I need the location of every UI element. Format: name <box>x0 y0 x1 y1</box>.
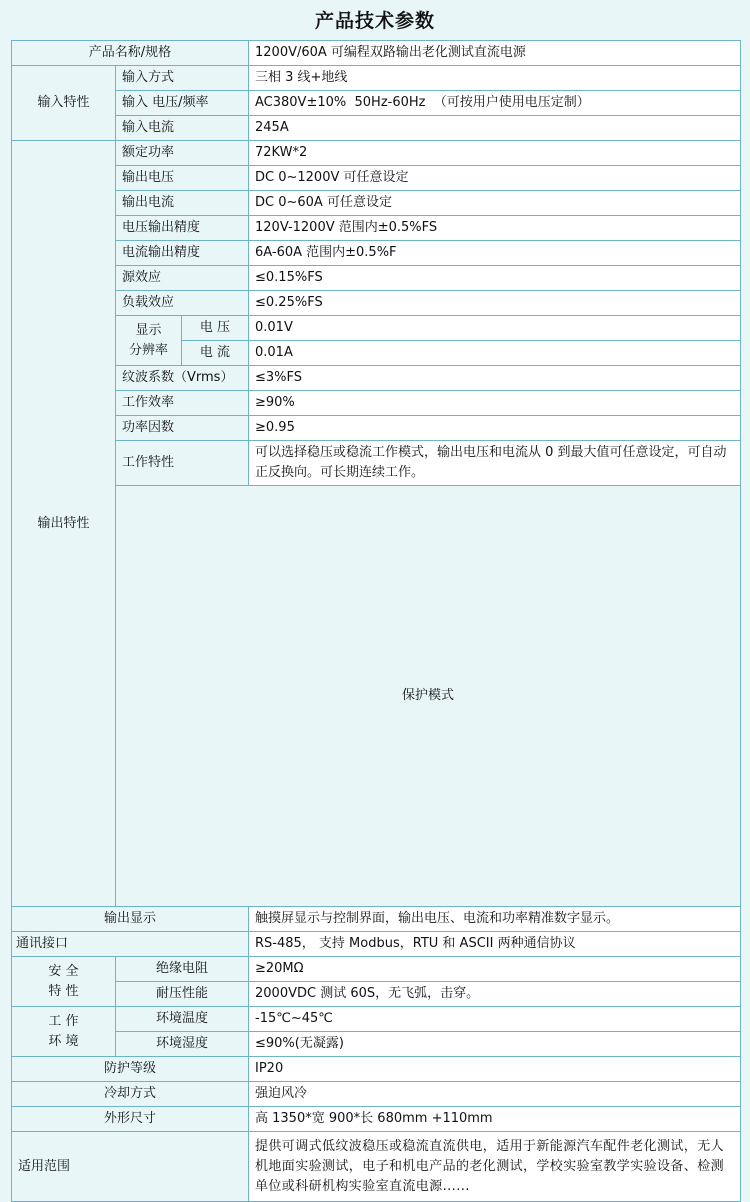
table-row <box>12 932 741 957</box>
input-voltage-label: 输入 电压/频率 <box>116 91 249 116</box>
output-current-value: DC 0~60A 可任意设定 <box>249 191 741 216</box>
table-row <box>12 241 741 266</box>
table-row <box>12 66 741 91</box>
protection-label: 保护模式 <box>116 486 741 907</box>
application-label: 适用范围 <box>12 1132 249 1202</box>
ripple-label: 纹波系数（Vrms） <box>116 366 249 391</box>
table-row <box>12 1107 741 1132</box>
safety-category-line1: 安 全 <box>48 963 79 979</box>
resolution-current-label: 电 流 <box>182 341 249 366</box>
safety-category-line2: 特 性 <box>48 983 79 999</box>
ripple-value: ≤3%FS <box>249 366 741 391</box>
table-row <box>12 166 741 191</box>
cooling-value: 强迫风冷 <box>249 1082 741 1107</box>
load-effect-value: ≤0.25%FS <box>249 291 741 316</box>
temperature-value: -15℃~45℃ <box>249 1007 741 1032</box>
insulation-value: ≥20MΩ <box>249 957 741 982</box>
rated-power-value: 72KW*2 <box>249 141 741 166</box>
ip-label: 防护等级 <box>12 1057 249 1082</box>
table-row <box>12 957 741 982</box>
current-accuracy-label: 电流输出精度 <box>116 241 249 266</box>
power-factor-label: 功率因数 <box>116 416 249 441</box>
table-row <box>12 1082 741 1107</box>
table-row <box>12 291 741 316</box>
source-effect-label: 源效应 <box>116 266 249 291</box>
table-row <box>12 1007 741 1032</box>
resolution-label-line2: 分辨率 <box>128 342 168 358</box>
model-value: 1200V/60A 可编程双路输出老化测试直流电源 <box>249 41 741 66</box>
dimensions-value: 高 1350*宽 900*长 680mm +110mm <box>249 1107 741 1132</box>
output-voltage-value: DC 0~1200V 可任意设定 <box>249 166 741 191</box>
comm-label: 通讯接口 <box>12 932 249 957</box>
power-factor-value: ≥0.95 <box>249 416 741 441</box>
table-row <box>12 1057 741 1082</box>
output-voltage-label: 输出电压 <box>116 166 249 191</box>
table-row <box>12 441 741 486</box>
voltage-accuracy-value: 120V-1200V 范围内±0.5%FS <box>249 216 741 241</box>
table-row <box>12 486 741 907</box>
resolution-current-value: 0.01A <box>249 341 741 366</box>
table-row <box>12 1032 741 1057</box>
table-row <box>12 391 741 416</box>
environment-category <box>12 1007 116 1057</box>
table-row <box>12 41 741 66</box>
table-row <box>12 907 741 932</box>
source-effect-value: ≤0.15%FS <box>249 266 741 291</box>
efficiency-value: ≥90% <box>249 391 741 416</box>
display-label: 输出显示 <box>12 907 249 932</box>
spec-table <box>11 40 741 1202</box>
resolution-label <box>116 316 182 366</box>
table-row <box>12 982 741 1007</box>
table-row <box>12 316 741 341</box>
output-category: 输出特性 <box>12 141 116 907</box>
withstand-value: 2000VDC 测试 60S，无飞弧，击穿。 <box>249 982 741 1007</box>
ip-value: IP20 <box>249 1057 741 1082</box>
page-title: 产品技术参数 <box>314 10 435 32</box>
humidity-value: ≤90%(无凝露) <box>249 1032 741 1057</box>
table-row <box>12 366 741 391</box>
characteristics-label: 工作特性 <box>116 441 249 486</box>
table-row <box>12 416 741 441</box>
input-category: 输入特性 <box>12 66 116 141</box>
withstand-label: 耐压性能 <box>116 982 249 1007</box>
resolution-label-line1: 显示 <box>135 322 162 338</box>
output-current-label: 输出电流 <box>116 191 249 216</box>
resolution-voltage-value: 0.01V <box>249 316 741 341</box>
table-row <box>12 91 741 116</box>
input-current-label: 输入电流 <box>116 116 249 141</box>
model-label: 产品名称/规格 <box>12 41 249 66</box>
safety-category <box>12 957 116 1007</box>
input-current-value: 245A <box>249 116 741 141</box>
environment-category-line1: 工 作 <box>48 1013 79 1029</box>
application-value: 提供可调式低纹波稳压或稳流直流供电，适用于新能源汽车配件老化测试，无人机地面实验测试，电子和机电产品的老化测试，学校实验室教学实验设备、检测单位或科研机构实验室直流电源...... <box>249 1132 741 1202</box>
characteristics-value: 可以选择稳压或稳流工作模式，输出电压和电流从 0 到最大值可任意设定，可自动正反换向。可长期连续工作。 <box>249 441 741 486</box>
input-method-value: 三相 3 线+地线 <box>249 66 741 91</box>
temperature-label: 环境温度 <box>116 1007 249 1032</box>
load-effect-label: 负载效应 <box>116 291 249 316</box>
current-accuracy-value: 6A-60A 范围内±0.5%F <box>249 241 741 266</box>
table-row <box>12 216 741 241</box>
insulation-label: 绝缘电阻 <box>116 957 249 982</box>
table-row <box>12 266 741 291</box>
comm-value: RS-485， 支持 Modbus，RTU 和 ASCII 两种通信协议 <box>249 932 741 957</box>
resolution-voltage-label: 电 压 <box>182 316 249 341</box>
input-voltage-value: AC380V±10% 50Hz-60Hz （可按用户使用电压定制） <box>249 91 741 116</box>
cooling-label: 冷却方式 <box>12 1082 249 1107</box>
humidity-label: 环境湿度 <box>116 1032 249 1057</box>
table-row <box>12 116 741 141</box>
display-value: 触摸屏显示与控制界面，输出电压、电流和功率精准数字显示。 <box>249 907 741 932</box>
dimensions-label: 外形尺寸 <box>12 1107 249 1132</box>
environment-category-line2: 环 境 <box>48 1033 79 1049</box>
table-row <box>12 1132 741 1202</box>
table-row <box>12 191 741 216</box>
voltage-accuracy-label: 电压输出精度 <box>116 216 249 241</box>
rated-power-label: 额定功率 <box>116 141 249 166</box>
efficiency-label: 工作效率 <box>116 391 249 416</box>
input-method-label: 输入方式 <box>116 66 249 91</box>
table-row <box>12 141 741 166</box>
